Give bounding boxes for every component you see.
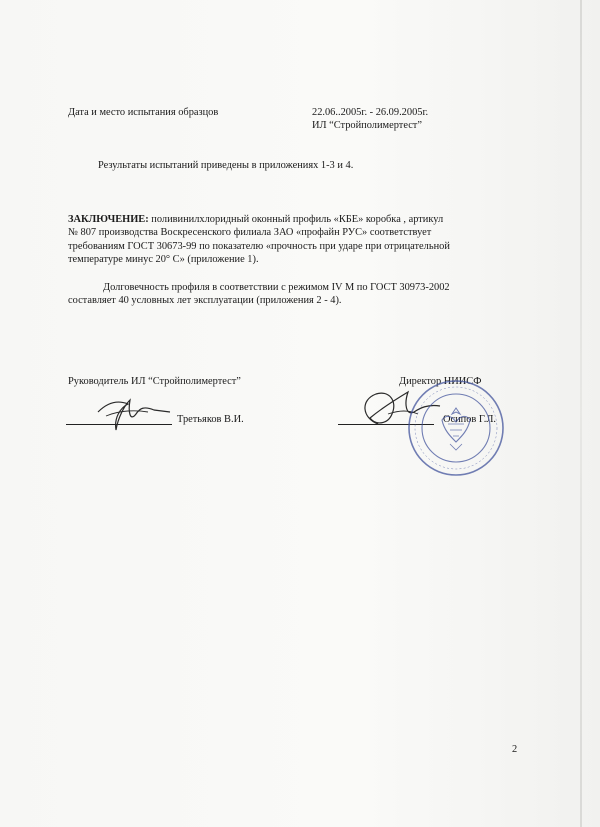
test-dates: 22.06..2005г. - 26.09.2005г. [312, 107, 429, 118]
page-number: 2 [512, 744, 518, 755]
official-round-stamp [406, 378, 506, 478]
right-signatory-name: Осипов Г.Л. [443, 414, 497, 425]
conclusion-line-2: № 807 производства Воскресенского филиала ЗАО «профайн РУС» соответствует [68, 227, 432, 238]
right-signatory-title: Директор НИИСФ [399, 376, 482, 387]
results-text: Результаты испытаний приведены в приложениях 1-3 и 4. [98, 160, 354, 171]
conclusion-heading: ЗАКЛЮЧЕНИЕ: [68, 214, 149, 225]
left-signatory-name: Третьяков В.И. [177, 414, 244, 425]
test-date-label: Дата и место испытания образцов [68, 107, 219, 118]
conclusion-line-3: требованиям ГОСТ 30673-99 по показателю «прочность при ударе при отрицательной [68, 241, 450, 252]
durability-line-1: Долговечность профиля в соответствии с режимом IV M по ГОСТ 30973-2002 [103, 282, 450, 293]
conclusion-line-1 [68, 213, 443, 226]
left-signatory-title: Руководитель ИЛ “Стройполимертест” [68, 376, 241, 387]
test-lab: ИЛ “Стройполимертест” [312, 120, 422, 131]
left-signature-scribble [84, 392, 176, 436]
conclusion-line-1-text: поливинилхлоридный оконный профиль «КБЕ» коробка , артикул [148, 214, 444, 225]
conclusion-line-4: температуре минус 20° С» (приложение 1). [68, 254, 259, 265]
durability-line-2: составляет 40 условных лет эксплуатации (приложения 2 - 4). [68, 295, 342, 306]
page-edge-shadow [580, 0, 582, 827]
